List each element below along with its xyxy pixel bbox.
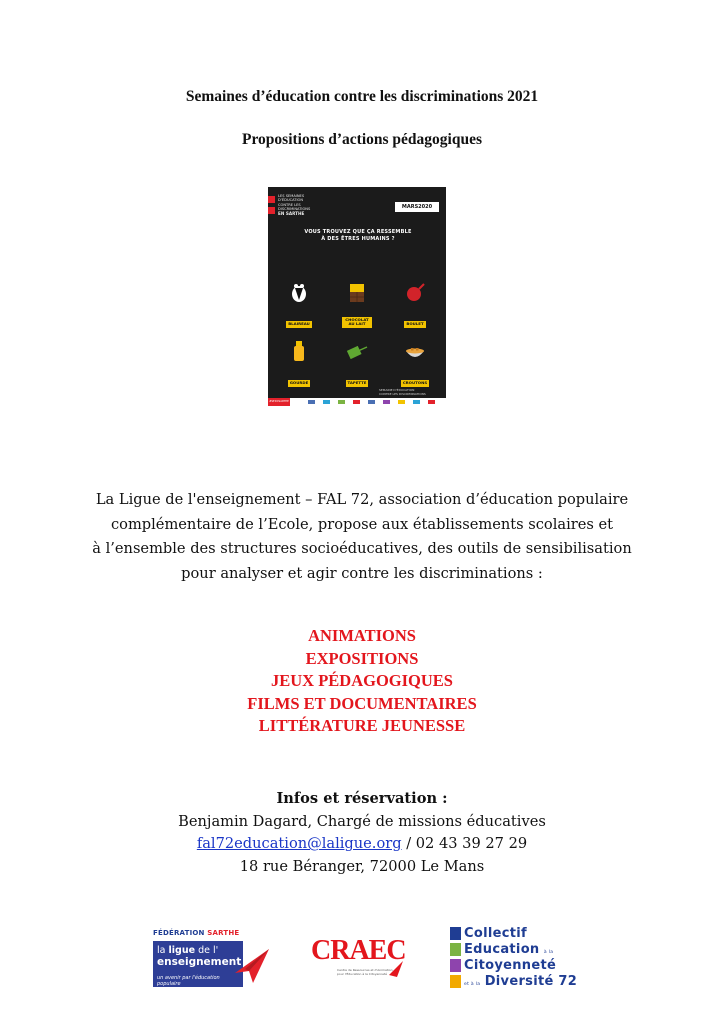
- flyswatter-icon: [345, 339, 369, 363]
- action-item: FILMS ET DOCUMENTAIRES: [247, 693, 477, 713]
- ligue-word: de l': [198, 945, 219, 956]
- poster-item: [279, 280, 319, 329]
- poster-item: [337, 280, 377, 329]
- action-item: JEUX PÉDAGOGIQUES: [271, 671, 453, 691]
- craec-subtitle: [337, 969, 393, 976]
- collectif-word: Education: [464, 942, 540, 957]
- ligue-box: [153, 941, 243, 987]
- partner-logo: [428, 400, 435, 404]
- intro-line: La Ligue de l'enseignement – FAL 72, association d’éducation populaire: [95, 491, 629, 508]
- flag-icon: [387, 955, 405, 977]
- poster-title-bold: EN SARTHE: [278, 210, 305, 216]
- ligue-slogan: un avenir par l'éducation populaire: [157, 975, 220, 987]
- poster-red-mark: [268, 196, 275, 203]
- poster-title: [278, 194, 310, 216]
- contact-person: Benjamin Dagard, Chargé de missions éducatives: [178, 812, 546, 830]
- poster-item-label: BOULET: [406, 321, 424, 326]
- partner-logo: [368, 400, 375, 404]
- federation-label: [153, 929, 239, 937]
- poster-facebook-line: CONTRE LES DISCRIMINATIONS: [379, 391, 426, 396]
- actions-list: [0, 625, 724, 738]
- poster-tagline: [286, 229, 430, 243]
- ligue-enseignement-logo: [151, 929, 269, 991]
- intro-line: complémentaire de l’Ecole, propose aux établissements scolaires et: [111, 515, 613, 533]
- collectif-row: [464, 974, 577, 989]
- collectif-word: Citoyenneté: [464, 958, 557, 973]
- collectif-row: [464, 958, 556, 973]
- collectif-small: à la: [543, 950, 554, 955]
- phone-number: / 02 43 39 27 29: [401, 835, 528, 853]
- collectif-small: et à la: [464, 982, 481, 987]
- contact-line: [0, 833, 724, 856]
- poster-title-line: CONTRE LES: [278, 202, 301, 207]
- collectif-word: Collectif: [464, 926, 527, 941]
- partner-logo: [338, 400, 345, 404]
- action-item: LITTÉRATURE JEUNESSE: [258, 716, 466, 736]
- partner-logo: [308, 400, 315, 404]
- ligue-word: la: [157, 945, 166, 956]
- action-item: EXPOSITIONS: [305, 648, 419, 668]
- campaign-poster: [268, 187, 446, 406]
- craec-wordmark: CRAEC: [311, 935, 406, 966]
- poster-item-label: BLAIREAU: [288, 321, 310, 326]
- federation-text: FÉDÉRATION: [153, 929, 205, 937]
- poster-title-line: LES SEMAINES: [278, 194, 305, 198]
- poster-title-line: D’ÉDUCATION: [278, 198, 304, 203]
- poster-facebook-line: SEMAINE D’ÉDUCATION: [379, 388, 415, 392]
- partner-logo: [353, 400, 360, 404]
- poster-item-label: TAPETTE: [347, 380, 367, 385]
- craec-logo: [309, 929, 407, 991]
- page-title: Semaines d’éducation contre les discriminations 2021: [185, 88, 539, 105]
- ligue-word: ligue: [168, 945, 196, 956]
- collectif-word: Diversité 72: [484, 974, 578, 989]
- collectif-row: [464, 926, 527, 941]
- craec-sub-line: Centre de Ressources et d'Animation: [337, 968, 393, 972]
- intro-line: pour analyser et agir contre les discriminations :: [181, 564, 543, 582]
- poster-red-mark: [268, 207, 275, 214]
- poster-item-label: CHOCOLAT AU LAIT: [342, 317, 372, 328]
- partner-logo: [323, 400, 330, 404]
- ligue-line: [157, 945, 218, 956]
- logo-square: [450, 959, 461, 972]
- badger-icon: [287, 280, 311, 304]
- intro-paragraph: [0, 488, 724, 586]
- logo-square: [450, 927, 461, 940]
- bottle-icon: [287, 339, 311, 363]
- logo-square: [450, 975, 461, 988]
- action-item: ANIMATIONS: [308, 626, 416, 645]
- email-link[interactable]: fal72education@laligue.org: [196, 835, 402, 853]
- sarthe-text: SARTHE: [207, 929, 240, 937]
- poster-item-label: CROUTONS: [402, 380, 428, 385]
- poster-date: MARS2020: [395, 202, 439, 212]
- ball-icon: [403, 280, 427, 304]
- poster-item: [395, 339, 435, 388]
- poster-item: [395, 280, 435, 329]
- poster-item: [337, 339, 377, 388]
- collectif-row: [464, 942, 553, 957]
- poster-item: [279, 339, 319, 388]
- ligue-enseignement-text: enseignement: [157, 956, 242, 968]
- poster-title-line: DISCRIMINATIONS: [278, 207, 311, 212]
- collectif-logo: [450, 926, 578, 996]
- craec-sub-line: pour l'Éducation à la Citoyenneté: [337, 971, 388, 976]
- partner-logo: [383, 400, 390, 404]
- poster-tagline-line: À DES ÊTRES HUMAINS ?: [321, 236, 395, 242]
- page-subtitle: Propositions d’actions pédagogiques: [241, 131, 482, 148]
- soup-icon: [403, 339, 427, 363]
- poster-hashtag: #SEDCSARTHE: [268, 398, 290, 406]
- contact-heading: Infos et réservation :: [276, 790, 448, 807]
- chocolate-icon: [345, 280, 369, 304]
- paper-plane-icon: [231, 943, 271, 987]
- poster-item-label: GOURDE: [289, 380, 309, 385]
- poster-footer: [268, 398, 446, 406]
- logo-square: [450, 943, 461, 956]
- partner-logo: [398, 400, 405, 404]
- contact-info: [0, 788, 724, 879]
- intro-line: à l’ensemble des structures socioéducatives, des outils de sensibilisation: [92, 540, 632, 557]
- poster-facebook-note: [379, 389, 426, 396]
- partner-logo: [413, 400, 420, 404]
- contact-address: 18 rue Béranger, 72000 Le Mans: [239, 858, 485, 876]
- poster-tagline-line: VOUS TROUVEZ QUE ÇA RESSEMBLE: [304, 229, 412, 235]
